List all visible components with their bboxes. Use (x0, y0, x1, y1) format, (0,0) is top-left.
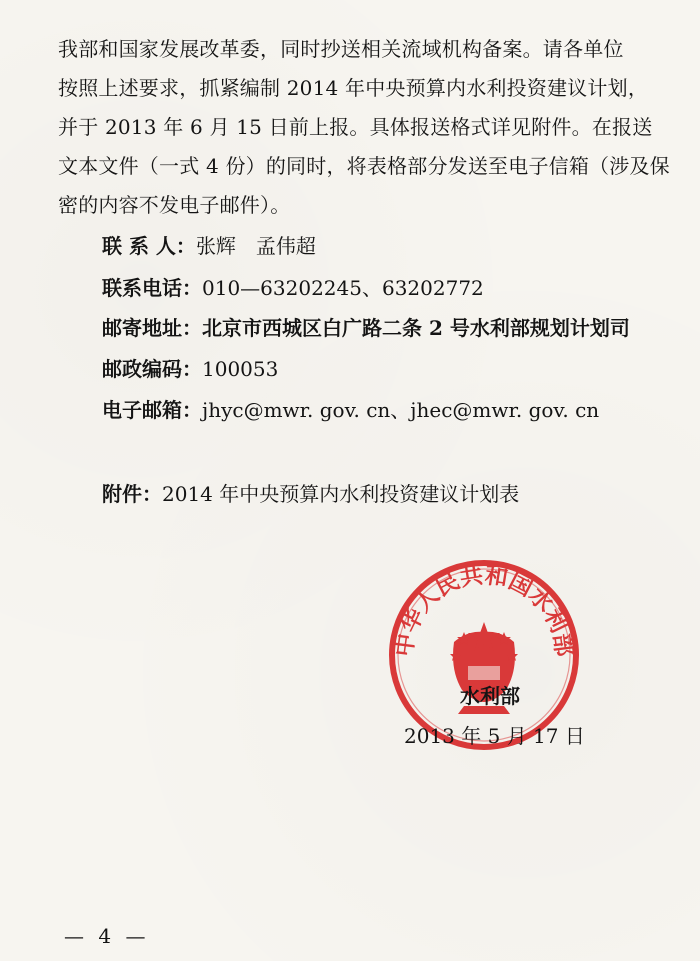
body-line-3: 并于 2013 年 6 月 15 日前上报。具体报送格式详见附件。在报送 (58, 115, 653, 139)
attachment-value: 2014 年中央预算内水利投资建议计划表 (162, 482, 520, 506)
contact-address (102, 314, 682, 342)
contact-postcode-label: 邮政编码： (102, 357, 202, 381)
seal-text: 中华人民共和国水利部 (391, 562, 577, 659)
body-line-1: 我部和国家发展改革委，同时抄送相关流域机构备案。请各单位 (58, 37, 624, 61)
contact-phone-label: 联系电话： (102, 276, 202, 300)
page-number: — 4 — (64, 924, 150, 948)
issue-date: 2013 年 5 月 17 日 (404, 724, 585, 748)
attachment-line (102, 480, 682, 508)
contact-email-label: 电子邮箱： (102, 398, 202, 422)
contact-phone-value: 010—63202245、63202772 (202, 276, 484, 300)
contact-phone (102, 274, 682, 302)
contact-postcode-value: 100053 (202, 357, 279, 381)
contact-address-label: 邮寄地址： (102, 316, 202, 340)
contact-person-label: 联 系 人： (102, 234, 196, 258)
body-line-2: 按照上述要求，抓紧编制 2014 年中央预算内水利投资建议计划， (58, 76, 649, 100)
contact-email (102, 396, 682, 424)
contact-address-value: 北京市西城区白广路二条 2 号水利部规划计划司 (202, 316, 630, 340)
contact-person-value: 张辉 孟伟超 (195, 234, 316, 258)
contact-postcode (102, 355, 682, 383)
contact-person (102, 232, 682, 260)
body-line-4: 文本文件（一式 4 份）的同时，将表格部分发送至电子信箱（涉及保 (58, 154, 670, 178)
body-paragraph (58, 30, 670, 225)
attachment-label: 附件： (102, 482, 162, 506)
contact-email-value: jhyc@mwr. gov. cn、jhec@mwr. gov. cn (202, 398, 600, 422)
issuer-name: 水利部 (460, 684, 520, 708)
body-line-5: 密的内容不发电子邮件）。 (58, 193, 291, 217)
